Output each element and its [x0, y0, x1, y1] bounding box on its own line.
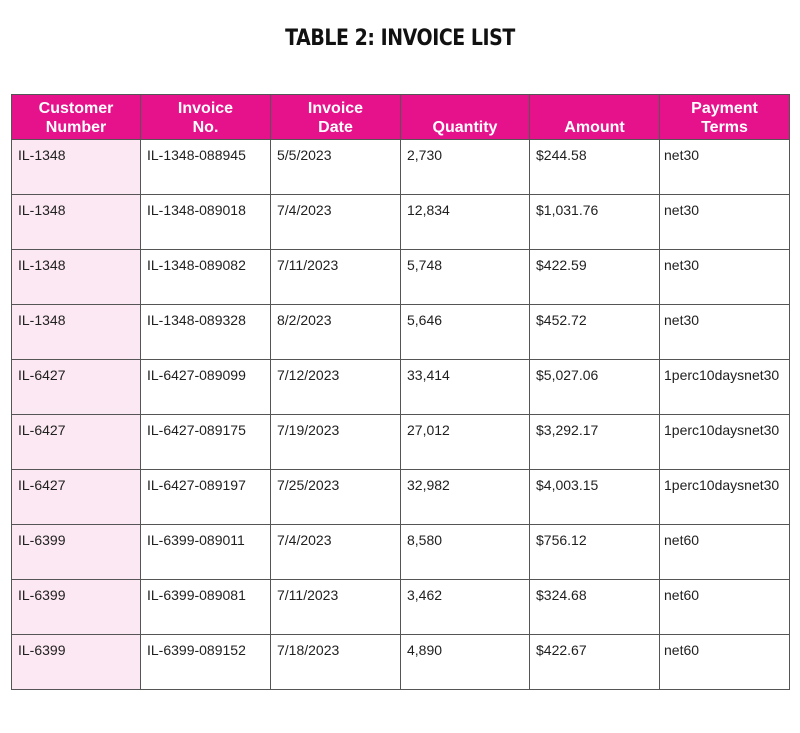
table-row	[12, 470, 790, 525]
column-header-line: Number	[45, 119, 107, 136]
cell-invoice-date: 7/4/2023	[271, 525, 401, 580]
table-row	[12, 140, 790, 195]
cell-invoice-date: 7/11/2023	[271, 580, 401, 635]
cell-amount: $1,031.76	[530, 195, 660, 250]
column-header-quantity	[401, 95, 530, 140]
cell-quantity: 3,462	[401, 580, 530, 635]
cell-amount: $244.58	[530, 140, 660, 195]
column-header-amount	[530, 95, 660, 140]
cell-invoice-no: IL-1348-089018	[141, 195, 271, 250]
table-row	[12, 525, 790, 580]
table-row	[12, 360, 790, 415]
column-header-line: Payment	[691, 100, 758, 117]
cell-invoice-no: IL-1348-088945	[141, 140, 271, 195]
cell-customer-number: IL-6427	[12, 415, 141, 470]
cell-quantity: 33,414	[401, 360, 530, 415]
cell-invoice-no: IL-6427-089099	[141, 360, 271, 415]
cell-quantity: 32,982	[401, 470, 530, 525]
cell-payment-terms: net30	[660, 250, 790, 305]
column-header-customer-number	[12, 95, 141, 140]
cell-customer-number: IL-1348	[12, 305, 141, 360]
column-header-line: Quantity	[432, 119, 498, 136]
table-row	[12, 305, 790, 360]
cell-payment-terms: net30	[660, 140, 790, 195]
cell-quantity: 27,012	[401, 415, 530, 470]
cell-amount: $422.67	[530, 635, 660, 690]
cell-amount: $5,027.06	[530, 360, 660, 415]
column-header-invoice-date	[271, 95, 401, 140]
cell-invoice-no: IL-6427-089197	[141, 470, 271, 525]
table-title: TABLE 2: INVOICE LIST	[285, 26, 515, 51]
cell-payment-terms: 1perc10daysnet30	[660, 470, 790, 525]
table-header-row	[12, 95, 790, 140]
column-header-line: Terms	[701, 119, 748, 136]
cell-invoice-no: IL-6399-089152	[141, 635, 271, 690]
column-header-payment-terms	[660, 95, 790, 140]
cell-invoice-date: 7/25/2023	[271, 470, 401, 525]
cell-payment-terms: 1perc10daysnet30	[660, 360, 790, 415]
cell-invoice-date: 8/2/2023	[271, 305, 401, 360]
cell-payment-terms: net60	[660, 580, 790, 635]
cell-invoice-date: 7/4/2023	[271, 195, 401, 250]
invoice-table	[11, 94, 790, 690]
cell-customer-number: IL-6399	[12, 580, 141, 635]
cell-invoice-date: 7/19/2023	[271, 415, 401, 470]
column-header-line: Customer	[38, 100, 114, 117]
cell-invoice-no: IL-6427-089175	[141, 415, 271, 470]
cell-customer-number: IL-6399	[12, 525, 141, 580]
cell-invoice-date: 5/5/2023	[271, 140, 401, 195]
cell-invoice-no: IL-6399-089081	[141, 580, 271, 635]
cell-customer-number: IL-6427	[12, 360, 141, 415]
cell-customer-number: IL-6427	[12, 470, 141, 525]
table-row	[12, 250, 790, 305]
cell-customer-number: IL-6399	[12, 635, 141, 690]
cell-invoice-no: IL-6399-089011	[141, 525, 271, 580]
cell-quantity: 12,834	[401, 195, 530, 250]
cell-amount: $4,003.15	[530, 470, 660, 525]
column-header-line: Invoice	[177, 100, 234, 117]
cell-customer-number: IL-1348	[12, 195, 141, 250]
cell-payment-terms: net60	[660, 525, 790, 580]
cell-invoice-date: 7/11/2023	[271, 250, 401, 305]
cell-payment-terms: net60	[660, 635, 790, 690]
cell-invoice-date: 7/18/2023	[271, 635, 401, 690]
column-header-line: No.	[192, 119, 219, 136]
column-header-line: Date	[318, 119, 353, 136]
cell-amount: $452.72	[530, 305, 660, 360]
cell-quantity: 5,748	[401, 250, 530, 305]
cell-invoice-no: IL-1348-089082	[141, 250, 271, 305]
table-row	[12, 635, 790, 690]
table-row	[12, 415, 790, 470]
cell-quantity: 2,730	[401, 140, 530, 195]
table-row	[12, 580, 790, 635]
column-header-invoice-no	[141, 95, 271, 140]
column-header-line: Amount	[564, 119, 625, 136]
cell-invoice-date: 7/12/2023	[271, 360, 401, 415]
cell-payment-terms: net30	[660, 305, 790, 360]
cell-customer-number: IL-1348	[12, 140, 141, 195]
cell-amount: $756.12	[530, 525, 660, 580]
cell-quantity: 8,580	[401, 525, 530, 580]
cell-payment-terms: 1perc10daysnet30	[660, 415, 790, 470]
cell-amount: $3,292.17	[530, 415, 660, 470]
cell-amount: $422.59	[530, 250, 660, 305]
cell-quantity: 5,646	[401, 305, 530, 360]
column-header-line: Invoice	[307, 100, 364, 117]
table-body	[12, 140, 790, 690]
cell-customer-number: IL-1348	[12, 250, 141, 305]
cell-payment-terms: net30	[660, 195, 790, 250]
cell-amount: $324.68	[530, 580, 660, 635]
cell-invoice-no: IL-1348-089328	[141, 305, 271, 360]
cell-quantity: 4,890	[401, 635, 530, 690]
table-row	[12, 195, 790, 250]
